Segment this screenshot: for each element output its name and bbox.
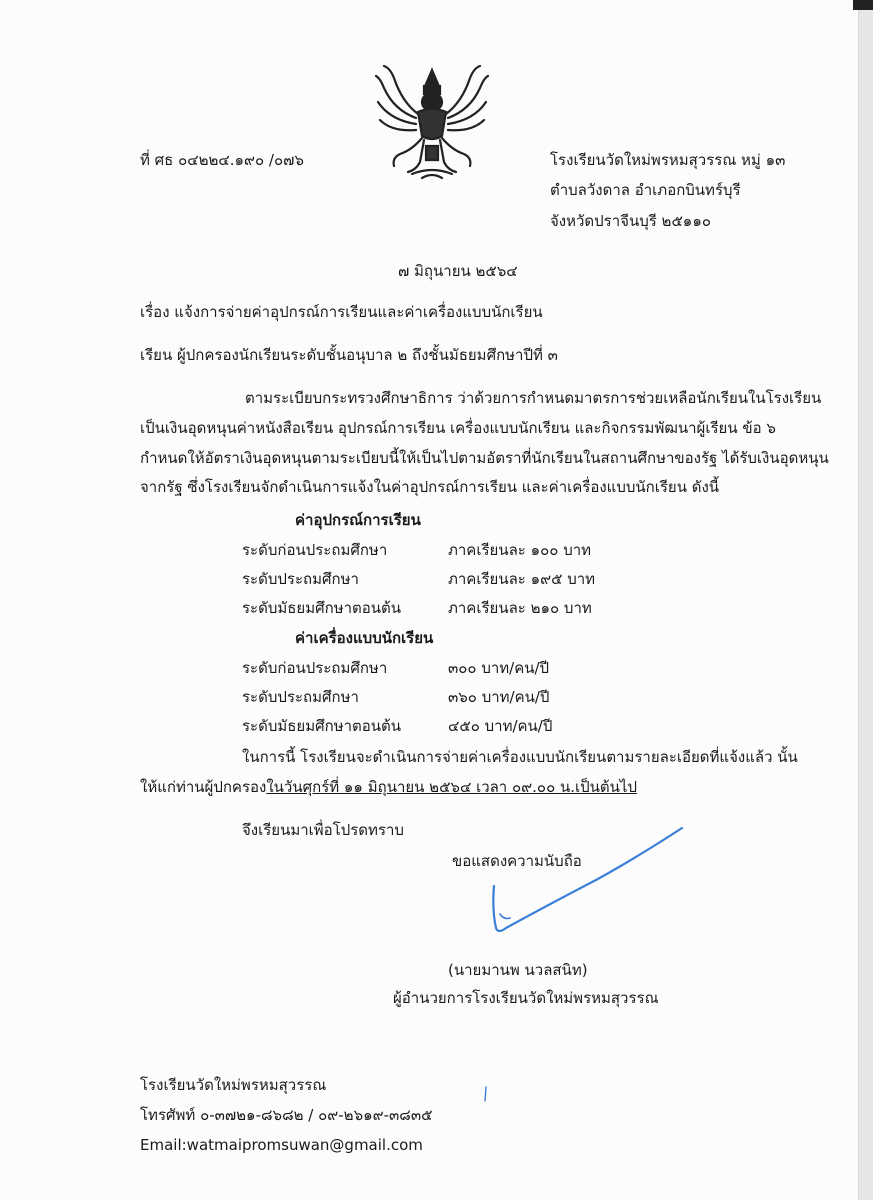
supplies-level-2: ระดับประถมศึกษา bbox=[242, 570, 359, 588]
uniform-amount-1: ๓๐๐ บาท/คน/ปี bbox=[448, 659, 550, 677]
school-address-line-3: จังหวัดปราจีนบุรี ๒๕๑๑๐ bbox=[550, 212, 711, 230]
garuda-emblem bbox=[372, 62, 492, 186]
supplies-amount-3: ภาคเรียนละ ๒๑๐ บาท bbox=[448, 599, 592, 617]
closing-line-2-prefix: ให้แก่ท่านผู้ปกครอง bbox=[140, 778, 267, 796]
pen-mark bbox=[482, 1085, 490, 1103]
scan-edge bbox=[858, 0, 873, 1200]
supplies-level-3: ระดับมัธยมศึกษาตอนต้น bbox=[242, 599, 402, 617]
school-address-line-2: ตำบลวังดาล อำเภอกบินทร์บุรี bbox=[550, 181, 741, 199]
inform-line: จึงเรียนมาเพื่อโปรดทราบ bbox=[242, 821, 404, 839]
school-address-line-1: โรงเรียนวัดใหม่พรหมสุวรรณ หมู่ ๑๓ bbox=[550, 151, 786, 169]
body-line-4: จากรัฐ ซึ่งโรงเรียนจักดำเนินการแจ้งในค่าอุปกรณ์การเรียน และค่าเครื่องแบบนักเรียน ดังนี้ bbox=[140, 478, 720, 496]
uniform-level-2: ระดับประถมศึกษา bbox=[242, 688, 359, 706]
body-line-2: เป็นเงินอุดหนุนค่าหนังสือเรียน อุปกรณ์การเรียน เครื่องแบบนักเรียน และกิจกรรมพัฒนาผู้เรียน ข้อ ๖ bbox=[140, 419, 776, 437]
letter-date: ๗ มิถุนายน ๒๕๖๔ bbox=[398, 262, 518, 280]
closing-line-1: ในการนี้ โรงเรียนจะดำเนินการจ่ายค่าเครื่องแบบนักเรียนตามรายละเอียดที่แจ้งแล้ว นั้น bbox=[242, 748, 798, 766]
supplies-amount-2: ภาคเรียนละ ๑๙๕ บาท bbox=[448, 570, 596, 588]
uniform-amount-2: ๓๖๐ บาท/คน/ปี bbox=[448, 688, 550, 706]
signer-name: (นายมานพ นวลสนิท) bbox=[448, 961, 588, 979]
body-line-3: กำหนดให้อัตราเงินอุดหนุนตามระเบียบนี้ให้เป็นไปตามอัตราที่นักเรียนในสถานศึกษาของรัฐ ได้รับเงินอุดหนุน bbox=[140, 449, 829, 467]
supplies-level-1: ระดับก่อนประถมศึกษา bbox=[242, 541, 388, 559]
footer-phone: โทรศัพท์ ๐-๓๗๒๑-๘๖๘๒ / ๐๙-๒๖๑๙-๓๘๓๕ bbox=[140, 1106, 433, 1124]
uniform-amount-3: ๔๕๐ บาท/คน/ปี bbox=[448, 717, 553, 735]
scan-corner bbox=[853, 0, 873, 10]
footer-email: Email:watmaipromsuwan@gmail.com bbox=[140, 1136, 423, 1154]
letter-recipient: เรียน ผู้ปกครองนักเรียนระดับชั้นอนุบาล ๒ ถึงชั้นมัธยมศึกษาปีที่ ๓ bbox=[140, 346, 558, 364]
footer-school: โรงเรียนวัดใหม่พรหมสุวรรณ bbox=[140, 1076, 327, 1094]
uniform-level-3: ระดับมัธยมศึกษาตอนต้น bbox=[242, 717, 402, 735]
signer-position: ผู้อำนวยการโรงเรียนวัดใหม่พรหมสุวรรณ bbox=[393, 989, 659, 1007]
letter-subject: เรื่อง แจ้งการจ่ายค่าอุปกรณ์การเรียนและค่าเครื่องแบบนักเรียน bbox=[140, 303, 543, 321]
body-line-1: ตามระเบียบกระทรวงศึกษาธิการ ว่าด้วยการกำหนดมาตรการช่วยเหลือนักเรียนในโรงเรียน bbox=[245, 389, 822, 407]
closing-line-2 bbox=[140, 777, 637, 797]
supplies-heading: ค่าอุปกรณ์การเรียน bbox=[295, 511, 421, 529]
reference-number: ที่ ศธ ๐๔๒๒๔.๑๙๐ /๐๗๖ bbox=[140, 151, 304, 169]
supplies-amount-1: ภาคเรียนละ ๑๐๐ บาท bbox=[448, 541, 592, 559]
uniform-heading: ค่าเครื่องแบบนักเรียน bbox=[295, 629, 434, 647]
payment-date-underlined: ในวันศุกร์ที่ ๑๑ มิถุนายน ๒๕๖๔ เวลา ๐๙.๐๐ น.เป็นต้นไป bbox=[266, 778, 637, 796]
regards-line: ขอแสดงความนับถือ bbox=[452, 852, 582, 870]
uniform-level-1: ระดับก่อนประถมศึกษา bbox=[242, 659, 388, 677]
signature-mark bbox=[486, 824, 686, 936]
